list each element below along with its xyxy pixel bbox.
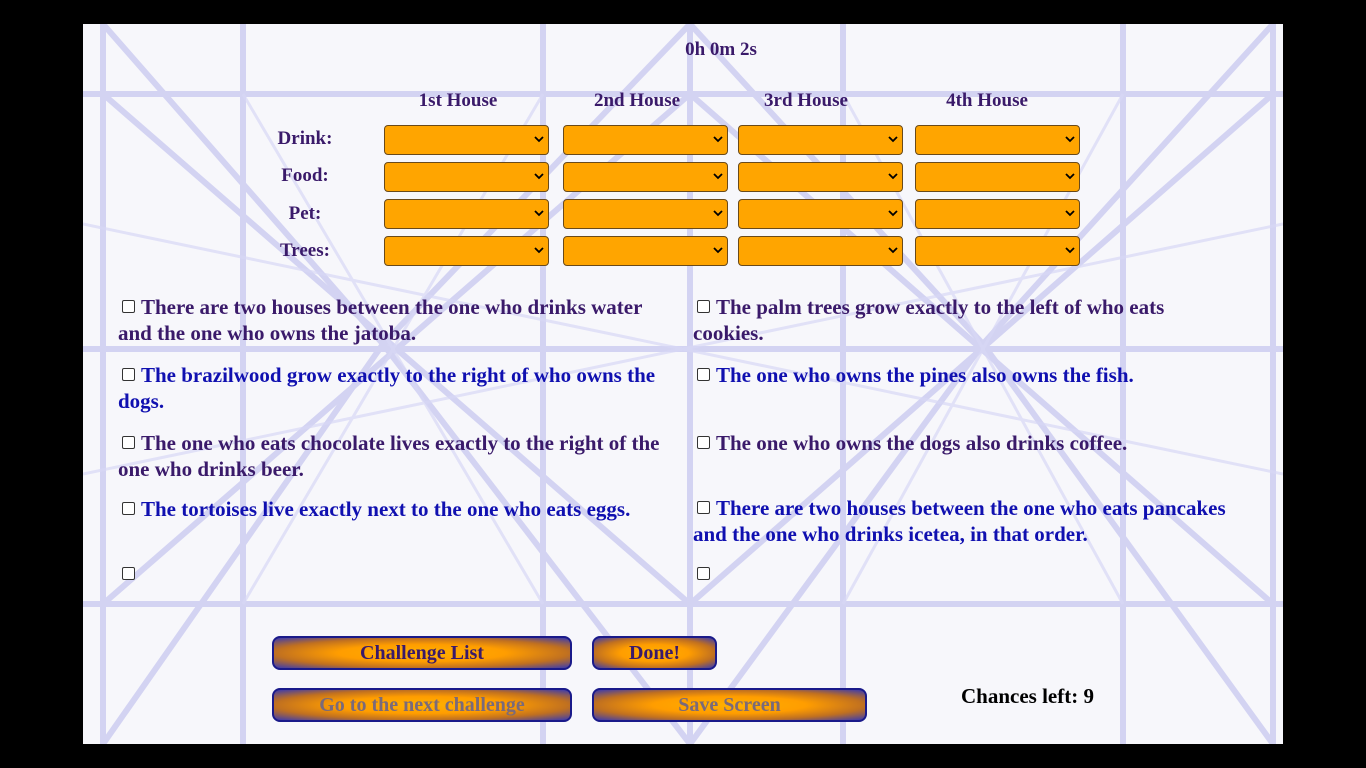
chevron-down-icon <box>1065 245 1075 255</box>
clue-right-4 <box>693 495 1233 547</box>
chevron-down-icon <box>1065 171 1075 181</box>
house-header-3: 3rd House <box>764 90 848 111</box>
chevron-down-icon <box>888 134 898 144</box>
clue-text: The brazilwood grow exactly to the right of who owns the dogs. <box>118 363 656 413</box>
pet-select-house-2[interactable] <box>563 199 728 229</box>
chevron-down-icon <box>534 208 544 218</box>
clue-checkbox[interactable] <box>697 501 710 514</box>
trees-select-house-3[interactable] <box>738 236 903 266</box>
clue-checkbox[interactable] <box>697 368 710 381</box>
clue-checkbox[interactable] <box>697 300 710 313</box>
clue-text: The one who owns the pines also owns the fish. <box>716 363 1134 387</box>
row-label-trees: Trees: <box>280 240 330 261</box>
chevron-down-icon <box>1065 208 1075 218</box>
clue-text: The one who owns the dogs also drinks coffee. <box>716 431 1128 455</box>
chevron-down-icon <box>888 171 898 181</box>
pet-select-house-3[interactable] <box>738 199 903 229</box>
trees-select-house-1[interactable] <box>384 236 549 266</box>
chevron-down-icon <box>534 171 544 181</box>
row-label-food: Food: <box>281 165 329 186</box>
clue-left-2 <box>118 362 678 414</box>
clue-checkbox-empty-right[interactable] <box>697 567 710 580</box>
drink-select-house-1[interactable] <box>384 125 549 155</box>
trees-select-house-2[interactable] <box>563 236 728 266</box>
house-header-1: 1st House <box>418 90 498 111</box>
chevron-down-icon <box>713 208 723 218</box>
food-select-house-2[interactable] <box>563 162 728 192</box>
puzzle-page <box>83 24 1283 744</box>
chevron-down-icon <box>713 245 723 255</box>
clue-right-3 <box>693 430 1233 456</box>
trees-select-house-4[interactable] <box>915 236 1080 266</box>
clue-text: There are two houses between the one who eats pancakes and the one who drinks icetea, in that order. <box>693 496 1226 546</box>
clue-checkbox[interactable] <box>122 502 135 515</box>
clue-right-1 <box>693 294 1233 346</box>
house-header-2: 2nd House <box>593 90 681 111</box>
clue-left-3 <box>118 430 678 482</box>
drink-select-house-3[interactable] <box>738 125 903 155</box>
chevron-down-icon <box>534 245 544 255</box>
clue-text: There are two houses between the one who drinks water and the one who owns the jatoba. <box>118 295 643 345</box>
chevron-down-icon <box>888 245 898 255</box>
clue-right-2 <box>693 362 1233 388</box>
clue-checkbox-empty-left[interactable] <box>122 567 135 580</box>
done-button[interactable]: Done! <box>592 636 717 670</box>
drink-select-house-4[interactable] <box>915 125 1080 155</box>
pet-select-house-1[interactable] <box>384 199 549 229</box>
chevron-down-icon <box>713 134 723 144</box>
drink-select-house-2[interactable] <box>563 125 728 155</box>
clue-checkbox[interactable] <box>697 436 710 449</box>
clue-checkbox[interactable] <box>122 300 135 313</box>
challenge-list-button[interactable]: Challenge List <box>272 636 572 670</box>
clue-left-4 <box>118 496 678 522</box>
chevron-down-icon <box>1065 134 1075 144</box>
row-label-drink: Drink: <box>277 128 333 149</box>
house-header-4: 4th House <box>946 90 1028 111</box>
clue-text: The palm trees grow exactly to the left of who eats cookies. <box>693 295 1165 345</box>
clue-left-1 <box>118 294 678 346</box>
clue-checkbox[interactable] <box>122 368 135 381</box>
chevron-down-icon <box>713 171 723 181</box>
pet-select-house-4[interactable] <box>915 199 1080 229</box>
chevron-down-icon <box>888 208 898 218</box>
save-screen-button[interactable]: Save Screen <box>592 688 867 722</box>
clue-text: The one who eats chocolate lives exactly to the right of the one who drinks beer. <box>118 431 660 481</box>
chevron-down-icon <box>534 134 544 144</box>
clue-text: The tortoises live exactly next to the one who eats eggs. <box>141 497 631 521</box>
row-label-pet: Pet: <box>288 203 322 224</box>
food-select-house-1[interactable] <box>384 162 549 192</box>
food-select-house-3[interactable] <box>738 162 903 192</box>
elapsed-timer: 0h 0m 2s <box>685 39 757 60</box>
chances-left-label: Chances left: 9 <box>961 684 1094 708</box>
next-challenge-button[interactable]: Go to the next challenge <box>272 688 572 722</box>
clue-checkbox[interactable] <box>122 436 135 449</box>
food-select-house-4[interactable] <box>915 162 1080 192</box>
